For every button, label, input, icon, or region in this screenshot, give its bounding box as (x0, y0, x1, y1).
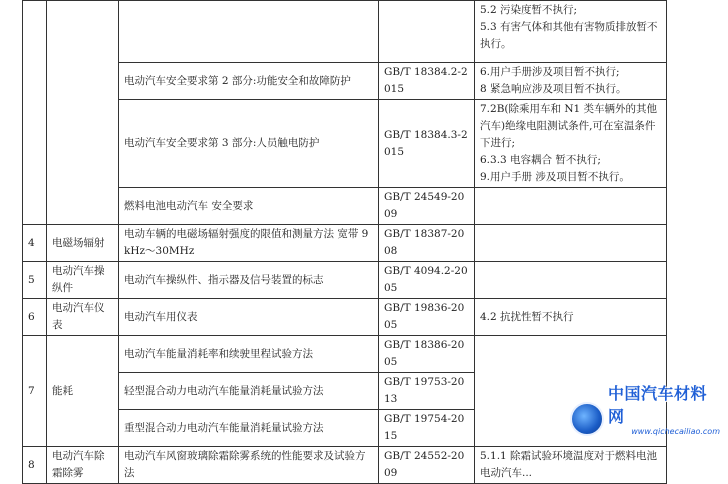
note-line: 9.用户手册 涉及项目暂不执行。 (480, 171, 630, 183)
table-row (23, 225, 667, 262)
standard-code-cell: GB/T 4094.2-2005 (379, 262, 475, 299)
standard-code-cell: GB/T 19754-2015 (379, 410, 475, 447)
notes-cell (475, 225, 667, 262)
watermark-title: 中国汽车材料网 (608, 384, 708, 426)
globe-logo-icon (570, 402, 604, 436)
notes-cell (475, 63, 667, 100)
row-number-cell (23, 1, 47, 225)
note-line: 8 紧急响应涉及项目暂不执行。 (480, 83, 627, 95)
table-row (23, 262, 667, 299)
table-row (23, 447, 667, 484)
standard-name-cell: 电动汽车安全要求第 2 部分:功能安全和故障防护 (119, 63, 379, 100)
standard-code-cell: GB/T 24552-2009 (379, 447, 475, 484)
watermark-url: www.qichecailiao.com (631, 427, 720, 436)
standard-name-cell: 电动车辆的电磁场辐射强度的限值和测量方法 宽带 9kHz～30MHz (119, 225, 379, 262)
standard-name-cell: 重型混合动力电动汽车能量消耗量试验方法 (119, 410, 379, 447)
row-number-cell: 6 (23, 299, 47, 336)
table-row (23, 336, 667, 373)
standard-name-cell (119, 1, 379, 63)
standard-name-cell: 电动汽车安全要求第 3 部分:人员触电防护 (119, 100, 379, 188)
item-cell: 能耗 (47, 336, 119, 447)
standard-name-cell: 电动汽车能量消耗率和续驶里程试验方法 (119, 336, 379, 373)
notes-cell (475, 1, 667, 63)
item-cell: 电动汽车操纵件 (47, 262, 119, 299)
row-number-cell: 5 (23, 262, 47, 299)
note-line: 5.2 污染度暂不执行; (480, 4, 578, 16)
table-row (23, 100, 667, 188)
notes-cell: 5.1.1 除霜试验环境温度对于燃料电池电动汽车... (475, 447, 667, 484)
note-line: 7.2B(除乘用车和 N1 类车辆外的其他汽车)绝缘电阻测试条件,可在室温条件下进行; (480, 103, 658, 149)
standard-code-cell: GB/T 19836-2005 (379, 299, 475, 336)
table-row (23, 1, 667, 63)
item-cell: 电动汽车除霜除雾 (47, 447, 119, 484)
table-row (23, 63, 667, 100)
site-watermark (570, 384, 720, 436)
standard-code-cell: GB/T 18384.2-2015 (379, 63, 475, 100)
notes-cell (475, 262, 667, 299)
standard-code-cell: GB/T 18387-2008 (379, 225, 475, 262)
row-number-cell: 7 (23, 336, 47, 447)
standard-code-cell (379, 1, 475, 63)
standard-code-cell: GB/T 19753-2013 (379, 373, 475, 410)
standard-code-cell: GB/T 18386-2005 (379, 336, 475, 373)
item-cell: 电动汽车仪表 (47, 299, 119, 336)
notes-cell (475, 188, 667, 225)
row-number-cell: 4 (23, 225, 47, 262)
standard-name-cell: 电动汽车用仪表 (119, 299, 379, 336)
notes-cell: 4.2 抗扰性暂不执行 (475, 299, 667, 336)
note-line: 6.3.3 电容耦合 暂不执行; (480, 154, 601, 166)
table-row (23, 188, 667, 225)
standard-name-cell: 燃料电池电动汽车 安全要求 (119, 188, 379, 225)
standard-name-cell: 电动汽车风窗玻璃除霜除雾系统的性能要求及试验方法 (119, 447, 379, 484)
note-line: 5.3 有害气体和其他有害物质排放暂不执行。 (480, 21, 658, 50)
item-cell (47, 1, 119, 225)
note-line: 6.用户手册涉及项目暂不执行; (480, 66, 620, 78)
standard-name-cell: 电动汽车操纵件、指示器及信号装置的标志 (119, 262, 379, 299)
item-cell: 电磁场辐射 (47, 225, 119, 262)
notes-cell (475, 100, 667, 188)
table-row (23, 299, 667, 336)
row-number-cell: 8 (23, 447, 47, 484)
standard-code-cell: GB/T 18384.3-2015 (379, 100, 475, 188)
standard-name-cell: 轻型混合动力电动汽车能量消耗量试验方法 (119, 373, 379, 410)
standard-code-cell: GB/T 24549-2009 (379, 188, 475, 225)
